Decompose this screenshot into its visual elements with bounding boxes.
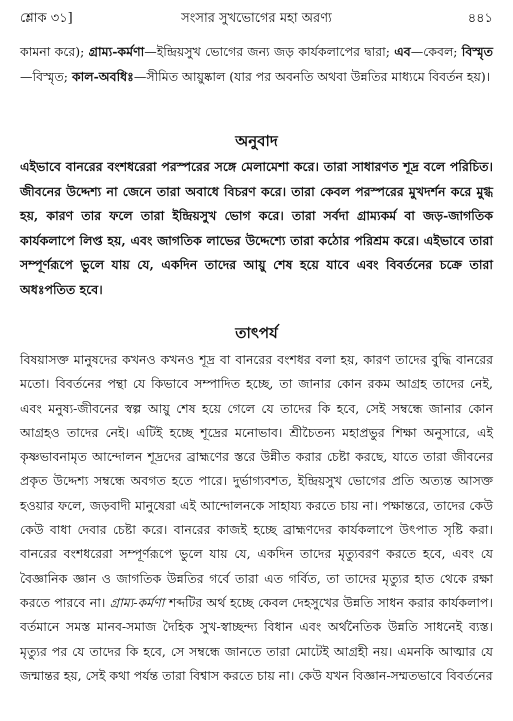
purport-italic-term: গ্রাম্য-কর্মণা [109,594,165,610]
word-meaning-text: —সীমিত আয়ুষ্কাল (যার পর অবনতি অথবা উন্নতির মাধ্যমে বিবর্তন হয়)। [133,68,491,84]
chapter-title: সংসার সুখভোগের মহা অরণ্য [181,10,332,26]
verse-label: শ্লোক ৩১] [20,10,73,26]
word-term: এব [394,44,411,59]
purport-paragraph-continued: শব্দটির অর্থ হচ্ছে কেবল দেহসুখের উন্নতি সাধন করার কার্যকলাপ। বর্তমানে সমস্ত মানব-সমাজ দৈহিক সুখ-স্বাচ্ছন্দ্য বিধান এবং অর্থনৈতিক উন্নতি সাধনেই ব্যস্ত। মৃত্যুর পর যে তাদের কি হবে, সে সম্বন্ধে জানতে তারা মোটেই আগ্রহী নয়। এমনকি আত্মার যে জন্মান্তর হয়, সেই কথা পর্যন্ত তারা বিশ্বাস করতে চায় না। কেউ যখন বিজ্ঞান-সম্মতভাবে বিবর্তনের [20,594,493,683]
word-meanings [20,40,493,89]
purport-heading: তাৎপর্য [235,324,278,342]
page-number: ৪৪১ [467,10,493,26]
page-header [20,8,493,30]
word-term: কাল-অবধিঃ [71,68,134,84]
word-term: বিস্মৃত [461,44,494,59]
word-meaning-text: —কেবল; [410,44,462,59]
purport-paragraph: বিষয়াসক্ত মানুষদের কখনও কখনও শূদ্র বা বানরের বংশধর বলা হয়, কারণ তাদের বুদ্ধি বানরের মতো। বিবর্তনের পন্থা যে কিভাবে সম্পাদিত হচ্ছে, তা জানার কোন রকম আগ্রহ তাদের নেই, এবং মনুষ্য-জীবনের স্বল্প আয়ু শেষ হয়ে গেলে যে তাদের কি হবে, সেই সম্বন্ধে জানার কোন আগ্রহও তাদের নেই। এটিই হচ্ছে শূদ্রের মনোভাব। শ্রীচৈতন্য মহাপ্রভুর শিক্ষা অনুসারে, এই কৃষ্ণভাবনামৃত আন্দোলন শূদ্রদের ব্রাহ্মণের স্তরে উন্নীত করার চেষ্টা করছে, যাতে তারা জীবনের প্রকৃত উদ্দেশ্য সম্বন্ধে অবগত হতে পারে। দুর্ভাগ্যবশত, ইন্দ্রিয়সুখ ভোগের প্রতি অত্যন্ত আসক্ত হওয়ার ফলে, জড়বাদী মানুষেরা এই আন্দোলনকে সাহায্য করতে চায় না। পক্ষান্তরে, তাদের কেউ কেউ বাধা দেবার চেষ্টা করে। বানরের কাজই হচ্ছে ব্রাহ্মণদের কার্যকলাপে উৎপাত সৃষ্টি করা। বানরের বংশধরেরা সম্পূর্ণরূপে ভুলে যায় যে, একদিন তাদের মৃত্যুবরণ করতে হবে, এবং যে বৈজ্ঞানিক জ্ঞান ও জাগতিক উন্নতির গর্বে তারা এত গর্বিত, তা তাদের মৃত্যুর হাত থেকে রক্ষা করতে পারবে না। [20,352,493,610]
word-meaning-text: কামনা করে); [20,44,89,59]
translation-text: এইভাবে বানরের বংশধরেরা পরস্পরের সঙ্গে মেলামেশা করে। তারা সাধারণত শূদ্র বলে পরিচিত। জীবনের উদ্দেশ্য না জেনে তারা অবাধে বিচরণ করে। তারা কেবল পরস্পরের মুখদর্শন করে মুগ্ধ হয়, কারণ তার ফলে তারা ইন্দ্রিয়সুখ ভোগ করে। তারা সর্বদা গ্রাম্যকর্ম বা জড়-জাগতিক কার্যকলাপে লিপ্ত হয়, এবং জাগতিক লাভের উদ্দেশ্যে তারা কঠোর পরিশ্রম করে। এইভাবে তারা সম্পূর্ণরূপে ভুলে যায় যে, একদিন তাদের আয়ু শেষ হয়ে যাবে এবং বিবর্তনের চক্রে তারা অধঃপতিত হবে। [20,159,493,297]
word-meaning-text: —ইন্দ্রিয়সুখ ভোগের জন্য জড় কার্যকলাপের দ্বারা; [144,44,395,59]
word-meaning-text: —বিস্মৃত; [20,68,72,84]
purport-text [20,348,493,688]
translation-heading: অনুবাদ [235,132,278,150]
word-term: গ্রাম্য-কর্মণা [88,44,145,59]
